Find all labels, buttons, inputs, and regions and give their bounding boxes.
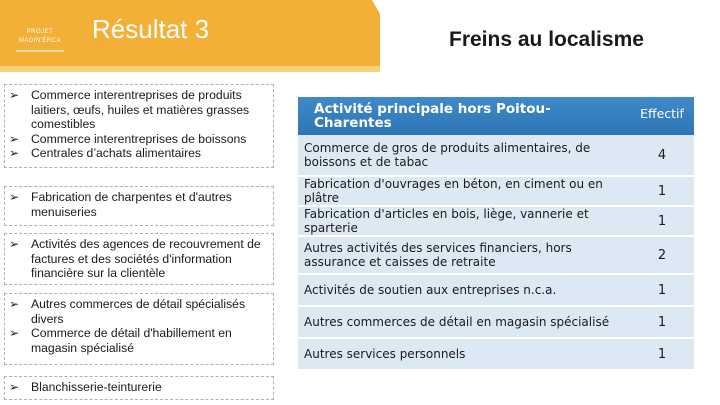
bullet-text: Autres commerces de détail spécialisés divers [31,297,246,326]
bullet-item [9,132,269,147]
arrow-bullet-icon: ➢ [9,237,20,251]
bullet-item [9,297,269,326]
bullet-text: Blanchisserie-teinturerie [31,380,162,394]
table-row [298,177,694,207]
table-row [298,207,694,237]
table-header [298,97,694,135]
table-row [298,135,694,177]
column-header-activity: Activité principale hors Poitou-Charentes [298,97,630,135]
column-header-count: Effectif [630,97,694,135]
table-cell-count: 1 [657,213,667,229]
table-row [298,275,694,307]
bullet-item [9,190,269,219]
bullet-group-1 [4,84,274,168]
table-cell-activity: Fabrication d'articles en bois, liège, vannerie et sparterie [304,206,589,235]
bullet-item [9,88,269,132]
slide-subtitle: Résultat 3 [92,14,210,44]
table-row [298,307,694,339]
table-cell-activity: Autres services personnels [304,346,466,361]
bullet-group-5 [4,376,274,400]
table-cell-count: 1 [657,314,667,330]
arrow-bullet-icon: ➢ [9,297,20,311]
bullet-item [9,326,269,355]
table-cell-count: 1 [657,183,667,199]
bullet-text: Commerce interentreprises de boissons [31,131,247,146]
table-cell-count: 1 [657,282,667,298]
arrow-bullet-icon: ➢ [9,326,20,341]
table-cell-activity: Autres activités des services financiers, hors assurance et caisses de retraite [304,240,572,269]
table-cell-count: 4 [657,147,667,163]
activity-table [298,97,694,371]
bullet-text: Commerce de détail d'habillement en magasin spécialisé [31,326,232,355]
bullet-item [9,237,269,281]
bullet-text: Centrales d’achats alimentaires [31,146,202,161]
project-logo [10,28,70,52]
arrow-bullet-icon: ➢ [9,190,20,204]
arrow-bullet-icon: ➢ [9,131,20,146]
table-cell-count: 2 [657,247,667,263]
bullet-text: Activités des agences de recouvrement de factures et des sociétés d'information financière sur la clientèle [31,237,261,281]
table-cell-activity: Autres commerces de détail en magasin spécialisé [304,314,610,329]
bullet-group-2 [4,186,274,226]
table-cell-count: 1 [657,346,667,362]
logo-line2: MADIN'ÉRCA [18,38,62,44]
table-cell-activity: Fabrication d'ouvrages en béton, en ciment ou en plâtre [304,176,603,205]
arrow-bullet-icon: ➢ [9,146,20,161]
table-row [298,237,694,275]
table-cell-activity: Commerce de gros de produits alimentaires, de boissons et de tabac [304,140,591,169]
arrow-bullet-icon: ➢ [9,380,20,394]
bullet-text: Fabrication de charpentes et d'autres menuiseries [31,190,232,219]
bullet-group-4 [4,293,274,365]
slide-title: Freins au localisme [449,28,644,51]
table-cell-activity: Activités de soutien aux entreprises n.c.a. [304,282,557,297]
bullet-group-3 [4,233,274,285]
logo-underline [16,50,64,52]
table-row [298,339,694,371]
logo-line1: PROJET [26,29,54,35]
bullet-item [9,146,269,161]
bullet-text: Commerce interentreprises de produits laitiers, œufs, huiles et matières grasses comestibles [31,88,250,132]
bullet-item [9,380,269,395]
arrow-bullet-icon: ➢ [9,88,20,102]
